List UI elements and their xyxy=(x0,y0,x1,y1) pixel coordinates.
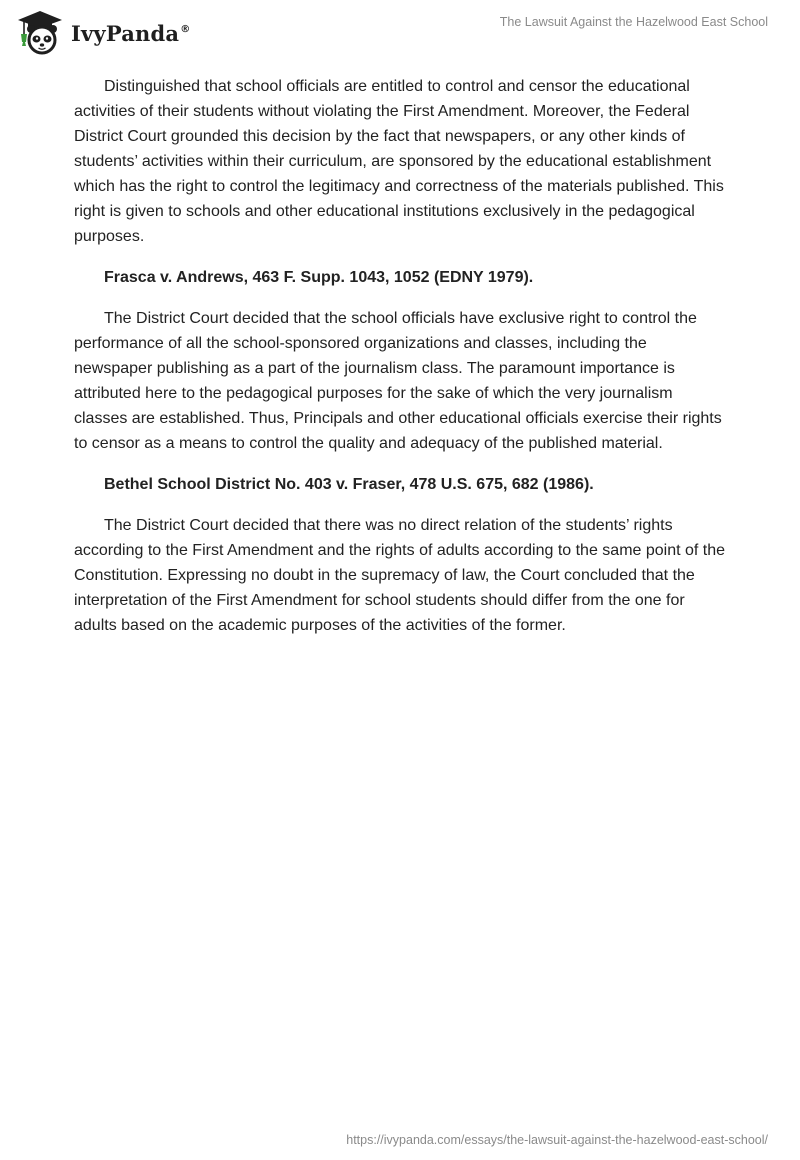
ivypanda-logo[interactable] xyxy=(14,8,190,56)
page-header xyxy=(0,0,800,64)
case-heading-bethel: Bethel School District No. 403 v. Fraser, 478 U.S. 675, 682 (1986). xyxy=(104,476,594,493)
document-body xyxy=(74,74,726,654)
paragraph-1: Distinguished that school officials are entitled to control and censor the educational activities of their students without violating the First Amendment. Moreover, the Federal District Court grounded this decision by the fact that newspapers, or any other kinds of students’ activities within their curriculum, are sponsored by the educational establishment which has the right to control the legitimacy and correctness of the materials published. This right is given to schools and other educational institutions exclusively in the pedagogical purposes. xyxy=(74,78,724,245)
source-url-link[interactable]: https://ivypanda.com/essays/the-lawsuit-against-the-hazelwood-east-school/ xyxy=(346,1133,768,1147)
registered-mark: ® xyxy=(180,23,191,35)
paragraph-3: The District Court decided that there was no direct relation of the students’ rights according to the First Amendment and the rights of adults according to the same point of the Constitution. Expressing no doubt in the supremacy of law, the Court concluded that the interpretation of the First Amendment for school students should differ from the one for adults based on the academic purposes of the activities of the former. xyxy=(74,517,726,634)
paragraph-2: The District Court decided that the school officials have exclusive right to control the performance of all the school-sponsored organizations and classes, including the newspaper publishing as a part of the journalism class. The paramount importance is attributed here to the pedagogical purposes for the sake of which the very journalism classes are established. Thus, Principals and other educational officials exercise their rights to censor as a means to control the quality and adequacy of the published material. xyxy=(74,310,722,452)
case-heading-frasca: Frasca v. Andrews, 463 F. Supp. 1043, 1052 (EDNY 1979). xyxy=(104,269,534,286)
panda-graduate-icon xyxy=(14,8,66,56)
document-title: The Lawsuit Against the Hazelwood East School xyxy=(499,15,768,29)
brand-name: IvyPanda® xyxy=(71,20,191,46)
